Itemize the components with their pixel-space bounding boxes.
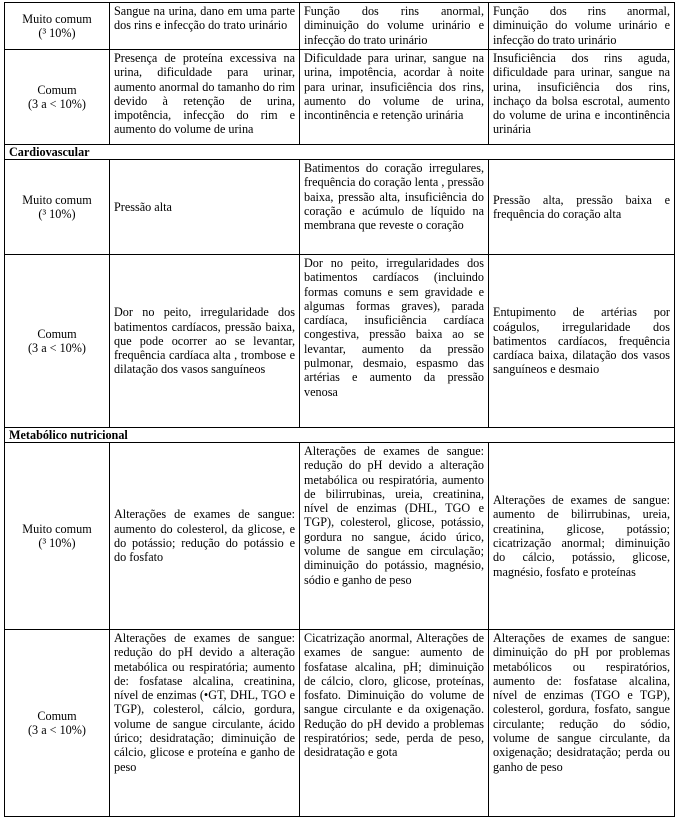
frequency-label: Muito comum bbox=[22, 192, 92, 207]
effects-cell: Cicatrização anormal, Alterações de exames de sangue: aumento de fosfatase alcalina, pH; diminuição de cálcio, cloro, glicose, proteínas, fosfato. Diminuição do volume de sangue circulante e da oxigenação. Redução do pH devido a problemas respiratórios; sede, perda de peso, desidratação e gota bbox=[300, 630, 489, 817]
table-row bbox=[5, 160, 675, 255]
table-row bbox=[5, 50, 675, 145]
frequency-label: Comum bbox=[37, 708, 77, 723]
effects-cell: Alterações de exames de sangue: aumento de bilirrubinas, ureia, creatinina, glicose, potássio; cicatrização anormal; diminuição do cálcio, potássio, glicose, magnésio, fosfato e proteínas bbox=[489, 443, 675, 630]
table-row bbox=[5, 630, 675, 817]
effects-cell: Alterações de exames de sangue: redução do pH devido a alteração metabólica ou respiratória, aumento de bilirrubinas, ureia, creatinina, nível de enzimas (DHL, TGO e TGP), colesterol, glicose, potássio, gordura no sangue, ácido úrico, volume de sangue em circulação; diminuição do potássio, magnésio, sódio e ganho de peso bbox=[300, 443, 489, 630]
frequency-label: Muito comum bbox=[22, 11, 92, 26]
table-row bbox=[5, 255, 675, 428]
frequency-range: (3 a < 10%) bbox=[28, 97, 86, 111]
frequency-range: (³ 10%) bbox=[38, 207, 76, 221]
effects-cell: Pressão alta, pressão baixa e frequência do coração alta bbox=[489, 160, 675, 255]
section-heading-cardiovascular: Cardiovascular bbox=[5, 145, 675, 160]
effects-cell: Presença de proteína excessiva na urina, dificuldade para urinar, aumento anormal do tamanho do rim devido à retenção de urina, impotência, infecção do rim e aumento do volume de urina bbox=[110, 50, 300, 145]
frequency-cell bbox=[5, 443, 110, 630]
section-row bbox=[5, 428, 675, 443]
effects-cell: Função dos rins anormal, diminuição do volume urinário e infecção do trato urinário bbox=[300, 3, 489, 50]
effects-cell: Alterações de exames de sangue: diminuição do pH por problemas metabólicos ou respiratórios, aumento de: fosfatase alcalina, nível de enzimas (TGO e TGP), colesterol, gordura, fosfato, sangue circulante; redução do sódio, volume de sangue circulante, da oxigenação; desidratação; perda ou ganho de peso bbox=[489, 630, 675, 817]
frequency-cell bbox=[5, 160, 110, 255]
effects-cell: Função dos rins anormal, diminuição do volume urinário e infecção do trato urinário bbox=[489, 3, 675, 50]
frequency-cell bbox=[5, 3, 110, 50]
effects-cell: Sangue na urina, dano em uma parte dos rins e infecção do trato urinário bbox=[110, 3, 300, 50]
frequency-cell bbox=[5, 630, 110, 817]
frequency-label: Muito comum bbox=[22, 521, 92, 536]
adverse-effects-table bbox=[4, 2, 675, 817]
frequency-label: Comum bbox=[37, 326, 77, 341]
frequency-range: (³ 10%) bbox=[38, 536, 76, 550]
adverse-effects-table-page bbox=[4, 2, 674, 817]
frequency-label: Comum bbox=[37, 82, 77, 97]
effects-cell: Alterações de exames de sangue: aumento do colesterol, da glicose, e do potássio; redução do potássio e do fosfato bbox=[110, 443, 300, 630]
table-row bbox=[5, 3, 675, 50]
effects-cell: Entupimento de artérias por coágulos, irregularidade dos batimentos cardíacos, frequência cardíaca baixa, dilatação dos vasos sanguíneos e desmaio bbox=[489, 255, 675, 428]
effects-cell: Insuficiência dos rins aguda, dificuldade para urinar, sangue na urina, insuficiência dos rins, inchaço da bolsa escrotal, aumento do volume de urina e incontinência urinária bbox=[489, 50, 675, 145]
frequency-range: (³ 10%) bbox=[38, 26, 76, 40]
effects-cell: Dor no peito, irregularidades dos batimentos cardíacos (incluindo formas comuns e sem gravidade e algumas formas graves), parada cardíaca, insuficiência cardíaca congestiva, pressão baixa ao se levantar, aumento da pressão pulmonar, desmaio, espasmo das artérias e aumento da pressão venosa bbox=[300, 255, 489, 428]
effects-cell: Pressão alta bbox=[110, 160, 300, 255]
effects-cell: Alterações de exames de sangue: redução do pH devido a alteração metabólica ou respiratória; aumento de: fosfatase alcalina, creatinina, nível de enzimas (•GT, DHL, TGO e TGP), colesterol, cálcio, gordura, volume de sangue circulante, ácido úrico; desidratação; diminuição de cálcio, glicose e proteína e ganho de peso bbox=[110, 630, 300, 817]
section-row bbox=[5, 145, 675, 160]
frequency-range: (3 a < 10%) bbox=[28, 723, 86, 737]
table-row bbox=[5, 443, 675, 630]
section-heading-metabolic: Metabólico nutricional bbox=[5, 428, 675, 443]
frequency-range: (3 a < 10%) bbox=[28, 341, 86, 355]
frequency-cell bbox=[5, 255, 110, 428]
effects-cell: Dificuldade para urinar, sangue na urina, impotência, acordar à noite para urinar, insuficiência dos rins, aumento do volume de urina, incontinência e retenção urinária bbox=[300, 50, 489, 145]
effects-cell: Batimentos do coração irregulares, frequência do coração lenta , pressão baixa, pressão alta, insuficiência do coração e acúmulo de líquido na membrana que reveste o coração bbox=[300, 160, 489, 255]
frequency-cell bbox=[5, 50, 110, 145]
effects-cell: Dor no peito, irregularidade dos batimentos cardíacos, pressão baixa, que pode ocorrer ao se levantar, frequência cardíaca alta , trombose e dilatação dos vasos sanguíneos bbox=[110, 255, 300, 428]
